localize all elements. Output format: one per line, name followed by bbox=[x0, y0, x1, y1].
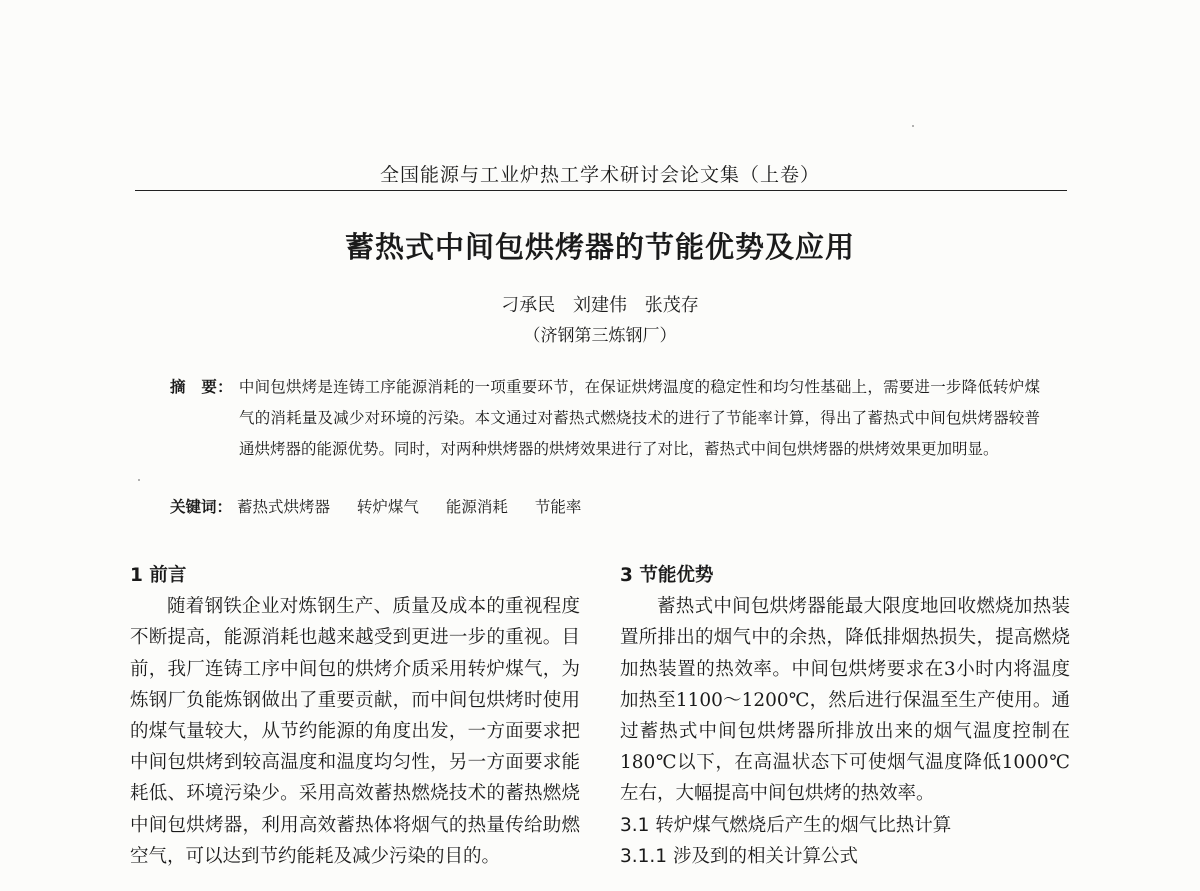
keyword: 转炉煤气 bbox=[356, 498, 419, 516]
running-title: 全国能源与工业炉热工学术研讨会论文集（上卷） bbox=[379, 164, 820, 186]
author-list bbox=[0, 291, 1200, 317]
scan-speck bbox=[138, 479, 140, 481]
subsubsection-heading: 3.1.1 涉及到的相关计算公式 bbox=[620, 845, 858, 867]
left-column bbox=[130, 560, 580, 872]
abstract-text: 中间包烘烤是连铸工序能源消耗的一项重要环节，在保证烘烤温度的稳定性和均匀性基础上，需要进一步降低转炉煤气的消耗量及减少对环境的污染。本文通过对蓄热式燃烧技术的进行了节能率计算，得出了蓄热式中间包烘烤器较普通烘烤器的能源优势。同时，对两种烘烤器的烘烤效果进行了对比，蓄热式中间包烘烤器的烘烤效果更加明显。 bbox=[238, 378, 1040, 458]
header-rule bbox=[135, 190, 1067, 191]
keyword: 蓄热式烘烤器 bbox=[236, 498, 330, 516]
energy-paragraph: 蓄热式中间包烘烤器能最大限度地回收燃烧加热装置所排出的烟气中的余热，降低排烟热损失，提高燃烧加热装置的热效率。中间包烘烤要求在3小时内将温度加热至1100～1200℃，然后进行保温至生产使用。通过蓄热式中间包烘烤器所排放出来的烟气温度控制在180℃以下，在高温状态下可使烟气温度降低1000℃左右，大幅提高中间包烘烤的热效率。 bbox=[620, 596, 1070, 805]
scan-speck bbox=[912, 125, 914, 127]
section-heading-intro: 1 前言 bbox=[130, 565, 187, 586]
abstract-block bbox=[170, 372, 1040, 465]
keyword: 能源消耗 bbox=[445, 498, 508, 516]
keywords-block bbox=[170, 495, 1040, 517]
section-heading-energy: 3 节能优势 bbox=[620, 565, 714, 586]
keyword: 节能率 bbox=[534, 498, 582, 516]
author: 刁承民 bbox=[501, 295, 556, 316]
affiliation: （济钢第三炼钢厂） bbox=[523, 326, 677, 346]
keywords-label: 关键词： bbox=[170, 498, 233, 516]
right-column bbox=[620, 560, 1070, 872]
subsection-heading: 3.1 转炉煤气燃烧后产生的烟气比热计算 bbox=[620, 814, 952, 836]
abstract-label: 摘 要： bbox=[170, 378, 233, 396]
intro-paragraph: 随着钢铁企业对炼钢生产、质量及成本的重视程度不断提高，能源消耗也越来越受到更进一步的重视。目前，我厂连铸工序中间包的烘烤介质采用转炉煤气，为炼钢厂负能炼钢做出了重要贡献，而中间包烘烤时使用的煤气量较大，从节约能源的角度出发，一方面要求把中间包烘烤到较高温度和温度均匀性，另一方面要求能耗低、环境污染少。采用高效蓄热燃烧技术的蓄热燃烧中间包烘烤器，利用高效蓄热体将烟气的热量传给助燃空气，可以达到节约能耗及减少污染的目的。 bbox=[130, 596, 580, 867]
paper-title: 蓄热式中间包烘烤器的节能优势及应用 bbox=[344, 230, 855, 264]
author: 张茂存 bbox=[644, 295, 699, 316]
author: 刘建伟 bbox=[573, 295, 627, 316]
